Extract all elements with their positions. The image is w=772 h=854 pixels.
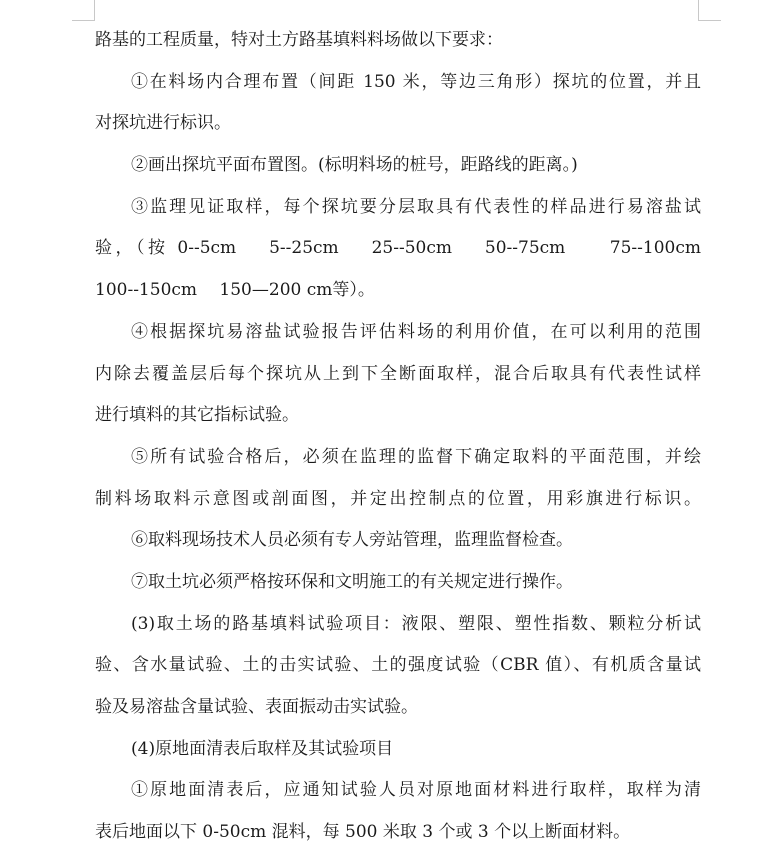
text-line-13: ⑥取料现场技术人员必须有专人旁站管理，监理监督检查。 <box>131 530 573 551</box>
text-line-15: (3)取土场的路基填料试验项目：液限、塑限、塑性指数、颗粒分析试 <box>131 613 701 634</box>
text-line-14: ⑦取土坑必须严格按环保和文明施工的有关规定进行操作。 <box>131 571 573 592</box>
top-right-crop-mark <box>698 0 721 21</box>
text-line-19: ①原地面清表后，应通知试验人员对原地面材料进行取样，取样为清 <box>131 780 701 801</box>
text-line-4: ②画出探坑平面布置图。(标明料场的桩号，距路线的距离。) <box>131 155 578 176</box>
text-line-2: ①在料场内合理布置（间距 150 米，等边三角形）探坑的位置，并且 <box>131 71 701 92</box>
text-line-5: ③监理见证取样，每个探坑要分层取具有代表性的样品进行易溶盐试 <box>131 196 701 217</box>
text-line-1: 路基的工程质量，特对土方路基填料料场做以下要求： <box>95 30 503 50</box>
text-line-12: 制料场取料示意图或剖面图，并定出控制点的位置，用彩旗进行标识。 <box>95 488 701 509</box>
text-line-18: (4)原地面清表后取样及其试验项目 <box>131 738 394 759</box>
top-left-crop-mark <box>72 0 95 21</box>
text-line-7: 100--150cm 150—200 cm等）。 <box>95 280 375 301</box>
text-line-10: 进行填料的其它指标试验。 <box>95 405 299 426</box>
text-line-11: ⑤所有试验合格后，必须在监理的监督下确定取料的平面范围，并绘 <box>131 446 701 467</box>
text-line-17: 验及易溶盐含量试验、表面振动击实试验。 <box>95 697 418 717</box>
text-line-6: 验，（按 0--5cm 5--25cm 25--50cm 50--75cm 75--100cm <box>95 238 701 259</box>
text-line-16: 验、含水量试验、土的击实试验、土的强度试验（CBR 值）、有机质含量试 <box>95 655 701 676</box>
text-line-20: 表后地面以下 0-50cm 混料，每 500 米取 3 个或 3 个以上断面材料。 <box>95 822 631 843</box>
text-line-9: 内除去覆盖层后每个探坑从上到下全断面取样，混合后取具有代表性试样 <box>95 363 701 384</box>
text-line-3: 对探坑进行标识。 <box>95 113 231 134</box>
document-body <box>95 20 701 854</box>
text-line-8: ④根据探坑易溶盐试验报告评估料场的利用价值，在可以利用的范围 <box>131 321 701 342</box>
